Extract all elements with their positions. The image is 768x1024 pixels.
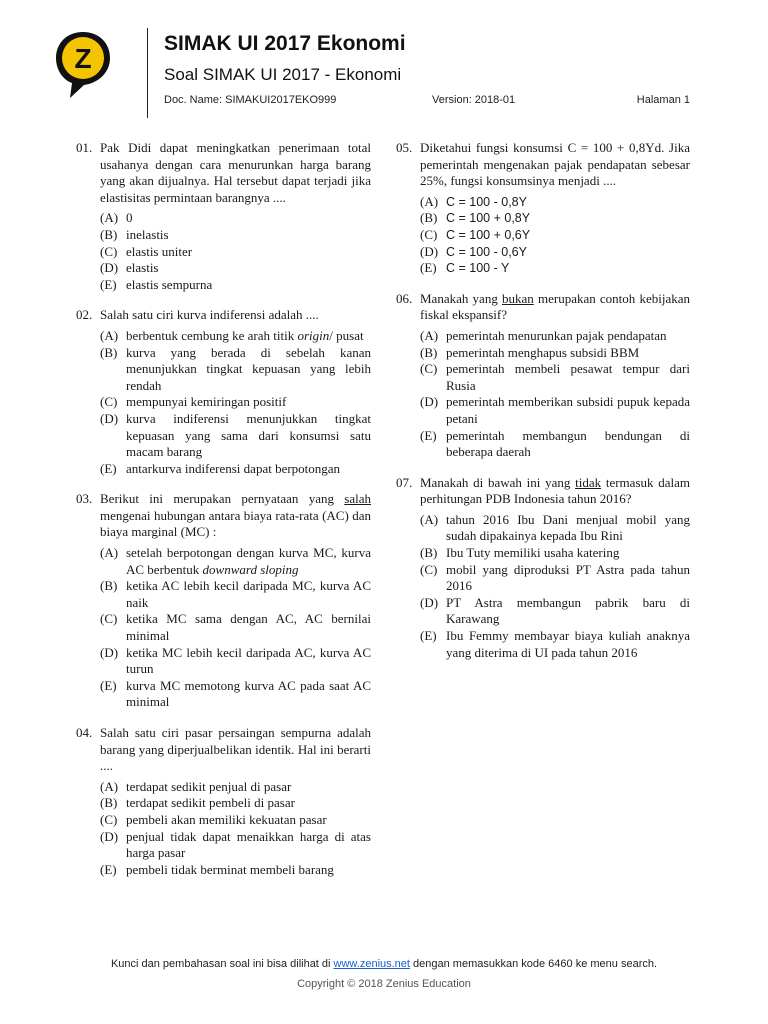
option-letter: (B) [420, 344, 438, 360]
option-letter: (E) [100, 460, 117, 476]
text-run: mengenai hubungan antara biaya rata-rata (AC) dan biaya marginal (MC) : [100, 507, 371, 540]
question-text [100, 140, 371, 206]
answer-option [100, 394, 371, 411]
option-letter: (C) [420, 561, 438, 577]
option-text [126, 578, 371, 611]
option-text [126, 862, 371, 879]
option-text [126, 829, 371, 862]
question-stem [396, 140, 690, 190]
answer-option [420, 512, 690, 545]
answer-options [100, 210, 371, 293]
footer-note [0, 958, 768, 970]
option-letter: (C) [420, 226, 438, 242]
answer-option [420, 562, 690, 595]
question-number: 02. [76, 307, 93, 323]
answer-option [420, 328, 690, 345]
option-letter: (A) [100, 210, 119, 226]
question-text [100, 307, 371, 324]
answer-option [100, 779, 371, 796]
answer-option [100, 611, 371, 644]
option-text [126, 210, 371, 227]
answer-option [100, 795, 371, 812]
option-letter: (D) [100, 260, 119, 276]
text-run: pemerintah menghapus subsidi BBM [446, 344, 640, 360]
option-text [126, 244, 371, 261]
right-column [396, 140, 690, 675]
text-run: berbentuk cembung ke arah titik [126, 327, 298, 343]
answer-options [100, 779, 371, 879]
option-text [126, 411, 371, 461]
italic-text: origin [297, 327, 330, 343]
text-run: pemerintah membeli pesawat tempur dari Rusia [446, 361, 690, 393]
option-letter: (B) [100, 795, 118, 811]
text-run: Pak Didi dapat meningkatkan penerimaan total usahanya dengan cara menurunkan harga barang yang akan dijualnya. Hal tersebut dapat terjadi jika elastisitas permintaan barangnya .... [100, 140, 371, 205]
option-text [446, 512, 690, 545]
option-letter: (D) [420, 243, 439, 259]
text-run: antarkurva indiferensi dapat berpotongan [126, 460, 341, 476]
question-stem [76, 491, 371, 541]
text-run: tahun 2016 Ibu Dani menjual mobil yang sudah dipakainya kepada Ibu Rini [446, 511, 690, 544]
text-run: pemerintah membangun bendungan di beberapa daerah [446, 427, 690, 460]
option-letter: (B) [420, 545, 438, 561]
question-text [100, 725, 371, 775]
text-run: Diketahui fungsi konsumsi C = 100 + 0,8Yd. Jika pemerintah mengenakan pajak pendapatan sebesar 25%, fungsi konsumsinya menjadi .... [420, 140, 690, 189]
option-letter: (C) [100, 394, 118, 410]
text-run: setelah berpotongan dengan kurva MC, kurva AC berbentuk [126, 545, 371, 577]
option-text [446, 227, 690, 244]
answer-option [420, 194, 690, 211]
answer-option [100, 545, 371, 578]
text-run: terdapat sedikit penjual di pasar [126, 778, 292, 794]
answer-options [420, 328, 690, 461]
underlined-text: tidak [575, 474, 602, 490]
answer-option [420, 210, 690, 227]
option-letter: (A) [100, 327, 119, 343]
text-run: PT Astra membangun pabrik baru di Karawang [446, 594, 690, 627]
option-letter: (A) [420, 193, 439, 209]
text-run: 0 [126, 210, 133, 226]
answer-option [420, 361, 690, 394]
answer-option [100, 578, 371, 611]
text-run: ketika AC lebih kecil daripada MC, kurva AC naik [126, 578, 371, 610]
question-number: 03. [76, 491, 93, 507]
answer-option [100, 862, 371, 879]
text-run: Salah satu ciri pasar persaingan sempurna adalah barang yang diperjualbelikan identik. Hal ini berarti .... [100, 725, 371, 774]
question-stem [396, 475, 690, 508]
doc-name: Doc. Name: SIMAKUI2017EKO999 [164, 94, 337, 106]
text-run: mobil yang diproduksi PT Astra pada tahun 2016 [446, 561, 690, 594]
question-number: 05. [396, 140, 413, 155]
question-3 [76, 491, 371, 711]
option-letter: (D) [420, 594, 439, 610]
text-run: elastis uniter [126, 243, 193, 259]
option-text [446, 328, 690, 345]
underlined-text: salah [344, 491, 371, 507]
text-run: penjual tidak dapat menaikkan harga di atas harga pasar [126, 828, 371, 861]
text-run: C = 100 - 0,6Y [446, 244, 527, 259]
option-text [446, 260, 690, 277]
zenius-link[interactable]: www.zenius.net [333, 958, 410, 970]
question-stem [396, 291, 690, 324]
option-text [446, 562, 690, 595]
option-text [126, 328, 371, 345]
answer-options [420, 512, 690, 661]
answer-option [100, 227, 371, 244]
answer-option [100, 277, 371, 294]
question-stem [76, 725, 371, 775]
answer-option [100, 260, 371, 277]
option-letter: (B) [100, 344, 118, 360]
option-text [126, 461, 371, 478]
option-letter: (D) [100, 410, 119, 426]
option-letter: (C) [420, 361, 438, 377]
answer-option [100, 244, 371, 261]
text-run: kurva yang berada di sebelah kanan menunjukkan tingkat kepuasan yang lebih rendah [126, 344, 371, 393]
answer-option [100, 461, 371, 478]
answer-option [100, 678, 371, 711]
question-text [420, 291, 690, 324]
text-run: elastis sempurna [126, 276, 213, 292]
option-text [126, 345, 371, 395]
option-letter: (E) [100, 677, 117, 693]
option-letter: (B) [100, 226, 118, 242]
answer-option [420, 244, 690, 261]
answer-option [420, 595, 690, 628]
option-letter: (D) [100, 828, 119, 844]
text-run: merupakan contoh kebijakan fiskal ekspansif? [420, 290, 691, 323]
option-letter: (B) [420, 210, 438, 226]
text-run: Salah satu ciri kurva indiferensi adalah .... [100, 307, 319, 323]
question-text [420, 475, 690, 508]
page-title: SIMAK UI 2017 Ekonomi [164, 32, 406, 55]
text-run: pemerintah menurunkan pajak pendapatan [446, 327, 667, 343]
option-text [126, 545, 371, 578]
text-run: kurva indiferensi menunjukkan tingkat kepuasan yang sama dari konsumsi satu macam barang [126, 410, 371, 460]
answer-option [100, 645, 371, 678]
answer-option [100, 210, 371, 227]
text-run: pembeli akan memiliki kekuatan pasar [126, 811, 327, 827]
option-text [126, 779, 371, 796]
text-run: Ibu Femmy membayar biaya kuliah anaknya yang diterima di UI pada tahun 2016 [446, 628, 690, 660]
text-run: / pusat [329, 327, 364, 343]
page-subtitle: Soal SIMAK UI 2017 - Ekonomi [164, 65, 402, 84]
footer-pre: Kunci dan pembahasan soal ini bisa dilihat di [110, 958, 334, 970]
text-run: mempunyai kemiringan positif [126, 394, 287, 410]
footer-post: dengan memasukkan kode 6460 ke menu search. [409, 958, 658, 970]
text-run: C = 100 - Y [446, 261, 510, 276]
option-letter: (B) [100, 578, 118, 594]
answer-option [420, 428, 690, 461]
text-run: pembeli tidak berminat membeli barang [126, 861, 334, 877]
option-letter: (E) [100, 861, 117, 877]
option-text [126, 227, 371, 244]
answer-option [420, 394, 690, 427]
question-4 [76, 725, 371, 878]
option-letter: (D) [100, 644, 119, 660]
text-run: ketika MC sama dengan AC, AC bernilai minimal [126, 611, 371, 644]
answer-option [420, 260, 690, 277]
answer-options [100, 328, 371, 477]
option-text [446, 361, 690, 394]
question-number: 06. [396, 290, 413, 306]
option-text [446, 194, 690, 211]
option-text [126, 394, 371, 411]
option-letter: (A) [100, 778, 119, 794]
option-text [126, 277, 371, 294]
option-text [126, 260, 371, 277]
text-run: Berikut ini merupakan pernyataan yang [100, 491, 345, 507]
text-run: Manakah yang [420, 290, 503, 306]
answer-option [100, 345, 371, 395]
option-letter: (E) [420, 427, 437, 443]
text-run: C = 100 - 0,8Y [446, 194, 527, 209]
option-letter: (E) [420, 260, 437, 276]
option-letter: (C) [100, 811, 118, 827]
question-text [100, 491, 371, 541]
answer-option [100, 829, 371, 862]
answer-option [420, 227, 690, 244]
page-number: Halaman 1 [636, 94, 690, 106]
option-text [446, 345, 690, 362]
text-run: C = 100 + 0,8Y [446, 211, 531, 226]
text-run: terdapat sedikit pembeli di pasar [126, 795, 295, 811]
question-1 [76, 140, 371, 293]
option-text [446, 244, 690, 261]
option-text [446, 595, 690, 628]
text-run: ketika MC lebih kecil daripada AC, kurva AC turun [126, 644, 371, 677]
answer-option [420, 545, 690, 562]
question-stem [76, 307, 371, 324]
answer-option [100, 411, 371, 461]
question-number: 04. [76, 725, 93, 740]
question-2 [76, 307, 371, 477]
text-run: elastis [126, 260, 159, 276]
option-text [446, 428, 690, 461]
answer-option [100, 328, 371, 345]
header-divider [147, 28, 148, 118]
text-run: Manakah di bawah ini yang [420, 474, 576, 490]
question-5 [396, 140, 690, 277]
answer-options [100, 545, 371, 711]
option-letter: (E) [100, 276, 117, 292]
answer-options [420, 194, 690, 277]
option-text [446, 394, 690, 427]
text-run: pemerintah memberikan subsidi pupuk kepada petani [446, 394, 690, 426]
option-text [126, 611, 371, 644]
option-text [446, 210, 690, 227]
text-run: termasuk dalam perhitungan PDB Indonesia tahun 2016? [420, 474, 691, 507]
question-stem [76, 140, 371, 206]
text-run: C = 100 + 0,6Y [446, 227, 531, 242]
question-number: 01. [76, 140, 93, 155]
option-letter: (C) [100, 243, 118, 259]
option-letter: (C) [100, 611, 118, 627]
option-letter: (A) [420, 327, 439, 343]
answer-option [420, 628, 690, 661]
option-letter: (D) [420, 394, 439, 410]
zenius-logo [54, 30, 112, 100]
option-text [126, 812, 371, 829]
option-letter: (A) [420, 511, 439, 527]
underlined-text: bukan [502, 290, 534, 306]
option-text [126, 795, 371, 812]
doc-version: Version: 2018-01 [432, 94, 516, 106]
text-run: kurva MC memotong kurva AC pada saat AC minimal [126, 677, 371, 710]
question-text [420, 140, 690, 190]
copyright: Copyright © 2018 Zenius Education [297, 978, 471, 990]
option-letter: (E) [420, 628, 437, 644]
logo-letter: Z [74, 43, 92, 74]
answer-option [420, 345, 690, 362]
question-6 [396, 291, 690, 461]
text-run: inelastis [126, 226, 169, 242]
answer-option [100, 812, 371, 829]
option-text [446, 545, 690, 562]
question-7 [396, 475, 690, 662]
text-run: Ibu Tuty memiliki usaha katering [446, 545, 620, 561]
option-text [446, 628, 690, 661]
question-number: 07. [396, 474, 413, 490]
option-text [126, 678, 371, 711]
option-text [126, 645, 371, 678]
italic-text: downward sloping [202, 561, 299, 577]
option-letter: (A) [100, 545, 119, 561]
left-column [76, 140, 371, 892]
